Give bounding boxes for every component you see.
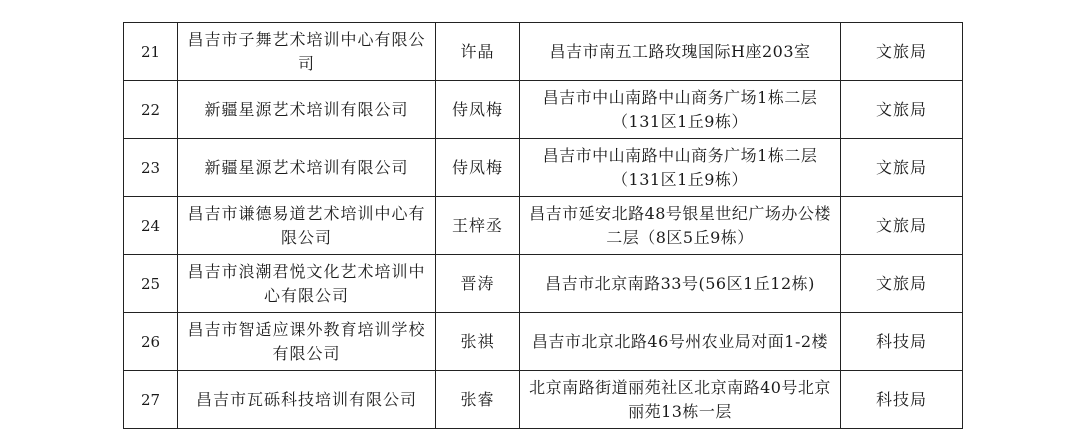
address: 昌吉市北京北路46号州农业局对面1-2楼: [520, 313, 841, 371]
row-number: 21: [124, 23, 178, 81]
department: 文旅局: [841, 197, 963, 255]
department: 文旅局: [841, 81, 963, 139]
address: 昌吉市南五工路玫瑰国际H座203室: [520, 23, 841, 81]
contact-person: 侍凤梅: [436, 81, 520, 139]
department: 文旅局: [841, 23, 963, 81]
row-number: 24: [124, 197, 178, 255]
contact-person: 张祺: [436, 313, 520, 371]
row-number: 26: [124, 313, 178, 371]
institution-name: 昌吉市智适应课外教育培训学校有限公司: [178, 313, 436, 371]
department: 科技局: [841, 371, 963, 429]
table-row: [124, 197, 963, 255]
institution-name: 新疆星源艺术培训有限公司: [178, 81, 436, 139]
contact-person: 晋涛: [436, 255, 520, 313]
row-number: 27: [124, 371, 178, 429]
department: 科技局: [841, 313, 963, 371]
table-row: [124, 139, 963, 197]
table-row: [124, 371, 963, 429]
table-row: [124, 23, 963, 81]
institution-name: 昌吉市浪潮君悦文化艺术培训中心有限公司: [178, 255, 436, 313]
contact-person: 许晶: [436, 23, 520, 81]
row-number: 23: [124, 139, 178, 197]
table-row: [124, 255, 963, 313]
institution-name: 昌吉市谦德易道艺术培训中心有限公司: [178, 197, 436, 255]
institution-name: 新疆星源艺术培训有限公司: [178, 139, 436, 197]
address: 昌吉市北京南路33号(56区1丘12栋): [520, 255, 841, 313]
contact-person: 张睿: [436, 371, 520, 429]
address: 昌吉市中山南路中山商务广场1栋二层（131区1丘9栋）: [520, 139, 841, 197]
institution-table: [123, 22, 963, 429]
address: 北京南路街道丽苑社区北京南路40号北京丽苑13栋一层: [520, 371, 841, 429]
table-row: [124, 81, 963, 139]
contact-person: 侍凤梅: [436, 139, 520, 197]
address: 昌吉市延安北路48号银星世纪广场办公楼二层（8区5丘9栋）: [520, 197, 841, 255]
institution-name: 昌吉市瓦砾科技培训有限公司: [178, 371, 436, 429]
department: 文旅局: [841, 139, 963, 197]
row-number: 22: [124, 81, 178, 139]
address: 昌吉市中山南路中山商务广场1栋二层（131区1丘9栋）: [520, 81, 841, 139]
contact-person: 王梓丞: [436, 197, 520, 255]
row-number: 25: [124, 255, 178, 313]
table-row: [124, 313, 963, 371]
department: 文旅局: [841, 255, 963, 313]
institution-name: 昌吉市子舞艺术培训中心有限公司: [178, 23, 436, 81]
